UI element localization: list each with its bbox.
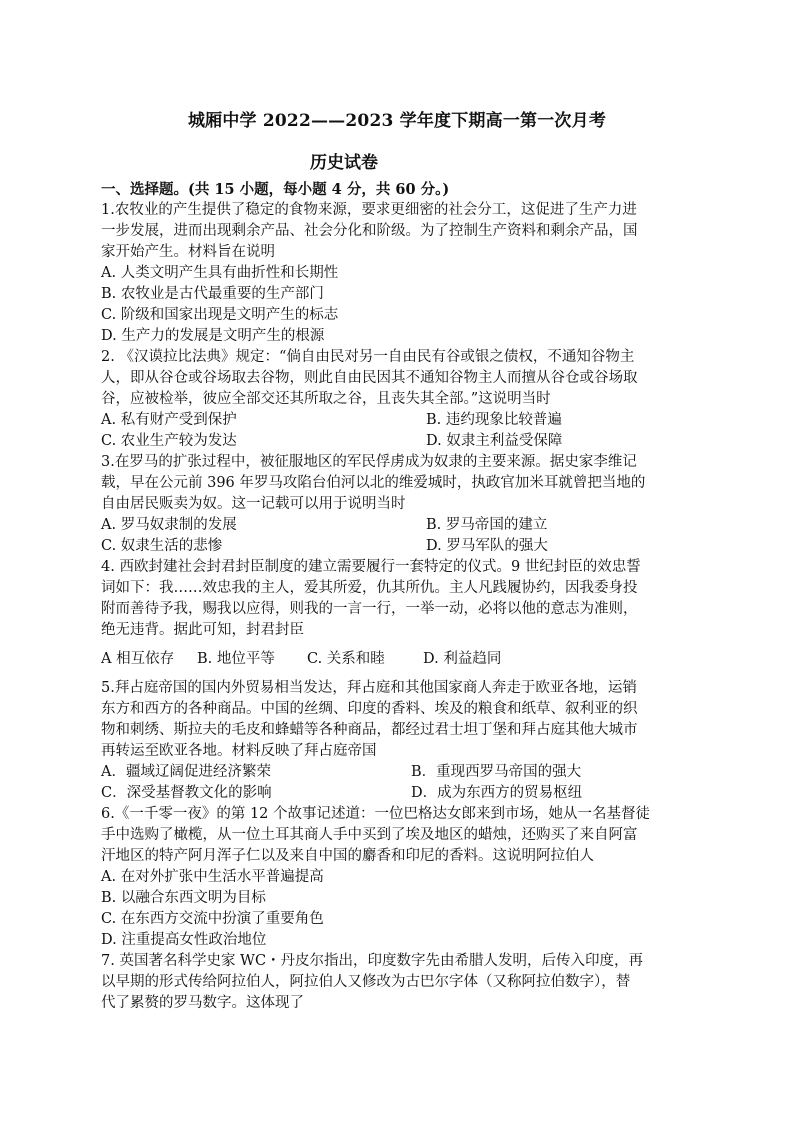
- question-3-stem-line: 载，早在公元前 396 年罗马攻陷台伯河以北的维爱城时，执政官加米耳就曾把当地的: [101, 475, 646, 491]
- question-5-stem-line: 5.拜占庭帝国的国内外贸易相当发达，拜占庭和其他国家商人奔走于欧亚各地，运销: [101, 680, 637, 696]
- question-3-stem-line: 3.在罗马的扩张过程中，被征服地区的军民俘虏成为奴隶的主要来源。据史家李维记: [101, 454, 637, 470]
- question-6-option-a: A. 在对外扩张中生活水平普遍提高: [101, 869, 324, 885]
- question-3-stem-line: 自由居民贩卖为奴。这一记载可以用于说明当时: [101, 496, 406, 512]
- question-3: [101, 452, 701, 557]
- question-4-option-d: D. 利益趋同: [423, 651, 502, 667]
- question-3-option-c: C. 奴隶生活的悲惨: [101, 538, 223, 554]
- question-4-option-a: A 相互依存: [101, 651, 175, 667]
- question-5-stem-line: 东方和西方的各种商品。中国的丝绸、印度的香料、埃及的粮食和纸草、叙利亚的织: [101, 701, 638, 717]
- question-1-stem-line: 一步发展，进而出现剩余产品、社会分化和阶级。为了控制生产资料和剩余产品，国: [101, 223, 638, 239]
- question-5-option-a: A．疆域辽阔促进经济繁荣: [101, 764, 271, 780]
- question-4-option-b: B. 地位平等: [197, 651, 275, 667]
- question-4-options: [101, 649, 701, 670]
- question-3-option-b: B. 罗马帝国的建立: [426, 517, 548, 533]
- question-2-stem-line: 人，即从谷仓或谷场取去谷物，则此自由民因其不通知谷物主人而擅从谷仓或谷场取: [101, 370, 638, 386]
- question-6-stem-line: 手中选购了橄榄，从一位土耳其商人手中买到了埃及地区的蜡烛，还购买了来自阿富: [101, 827, 638, 843]
- question-2-option-d: D. 奴隶主利益受保障: [426, 433, 563, 449]
- exam-subtitle: 历史试卷: [310, 153, 378, 173]
- question-5-option-b: B．重现西罗马帝国的强大: [411, 764, 582, 780]
- question-2-option-b: B. 违约现象比较普遍: [426, 412, 562, 428]
- section-heading: 一、选择题。(共 15 小题，每小题 4 分，共 60 分。): [101, 181, 450, 198]
- question-3-option-a: A. 罗马奴隶制的发展: [101, 517, 237, 533]
- question-4: [101, 557, 701, 670]
- question-5-stem-line: 物和刺绣、斯拉夫的毛皮和蜂蜡等各种商品，都经过君士坦丁堡和拜占庭其他大城市: [101, 722, 638, 738]
- question-7: [101, 951, 701, 1014]
- question-4-stem-line: 绝无违背。据此可知，封君封臣: [101, 622, 304, 638]
- question-5-option-c: C．深受基督教文化的影响: [101, 785, 272, 801]
- exam-title: 城厢中学 2022——2023 学年度下期高一第一次月考: [187, 111, 607, 131]
- question-1-option-b: B. 农牧业是古代最重要的生产部门: [101, 286, 324, 302]
- question-4-option-c: C. 关系和睦: [307, 651, 385, 667]
- question-7-stem-line: 以早期的形式传给阿拉伯人，阿拉伯人又修改为古巴尔字体（又称阿拉伯数字），替: [101, 974, 631, 990]
- question-7-stem-line: 代了累赘的罗马数字。这体现了: [101, 995, 304, 1011]
- question-2: [101, 347, 701, 452]
- question-1-option-d: D. 生产力的发展是文明产生的根源: [101, 328, 325, 344]
- question-6-stem-line: 6.《一千零一夜》的第 12 个故事记述道：一位巴格达女郎来到市场，她从一名基督徒: [101, 806, 651, 822]
- question-4-stem-line: 附而善待予我，赐我以应得，则我的一言一行，一举一动，必将以他的意志为准则，: [101, 601, 638, 617]
- question-6-option-c: C. 在东西方交流中扮演了重要角色: [101, 911, 324, 927]
- exam-content: [101, 179, 701, 1014]
- question-1-stem-line: 家开始产生。材料旨在说明: [101, 244, 275, 260]
- question-2-option-c: C. 农业生产较为发达: [101, 433, 237, 449]
- question-2-option-a: A. 私有财产受到保护: [101, 412, 237, 428]
- question-4-stem-line: 词如下：我……效忠我的主人，爱其所爱，仇其所仇。主人凡践履协约，因我委身投: [101, 580, 638, 596]
- question-1: [101, 200, 701, 347]
- question-6-stem-line: 汗地区的特产阿月浑子仁以及来自中国的麝香和印尼的香料。这说明阿拉伯人: [101, 848, 594, 864]
- question-6-option-d: D. 注重提高女性政治地位: [101, 932, 267, 948]
- question-5: [101, 678, 701, 804]
- question-3-option-d: D. 罗马军队的强大: [426, 538, 548, 554]
- question-6-option-b: B. 以融合东西文明为目标: [101, 890, 266, 906]
- question-5-option-d: D．成为东西方的贸易枢纽: [411, 785, 583, 801]
- question-2-stem-line: 2. 《汉谟拉比法典》规定：“倘自由民对另一自由民有谷或银之债权，不通知谷物主: [101, 349, 635, 365]
- question-1-option-a: A. 人类文明产生具有曲折性和长期性: [101, 265, 339, 281]
- question-2-stem-line: 谷，应被检举，彼应全部交还其所取之谷，且丧失其全部。”这说明当时: [101, 391, 551, 407]
- question-1-stem-line: 1.农牧业的产生提供了稳定的食物来源，要求更细密的社会分工，这促进了生产力进: [101, 202, 637, 218]
- question-6: [101, 804, 701, 951]
- spacer: [101, 670, 701, 678]
- question-7-stem-line: 7. 英国著名科学史家 WC・丹皮尔指出，印度数字先由希腊人发明，后传入印度，再: [101, 953, 644, 969]
- question-1-option-c: C. 阶级和国家出现是文明产生的标志: [101, 307, 339, 323]
- question-4-stem-line: 4. 西欧封建社会封君封臣制度的建立需要履行一套特定的仪式。9 世纪封臣的效忠誓: [101, 559, 641, 575]
- question-5-stem-line: 再转运至欧亚各地。材料反映了拜占庭帝国: [101, 743, 377, 759]
